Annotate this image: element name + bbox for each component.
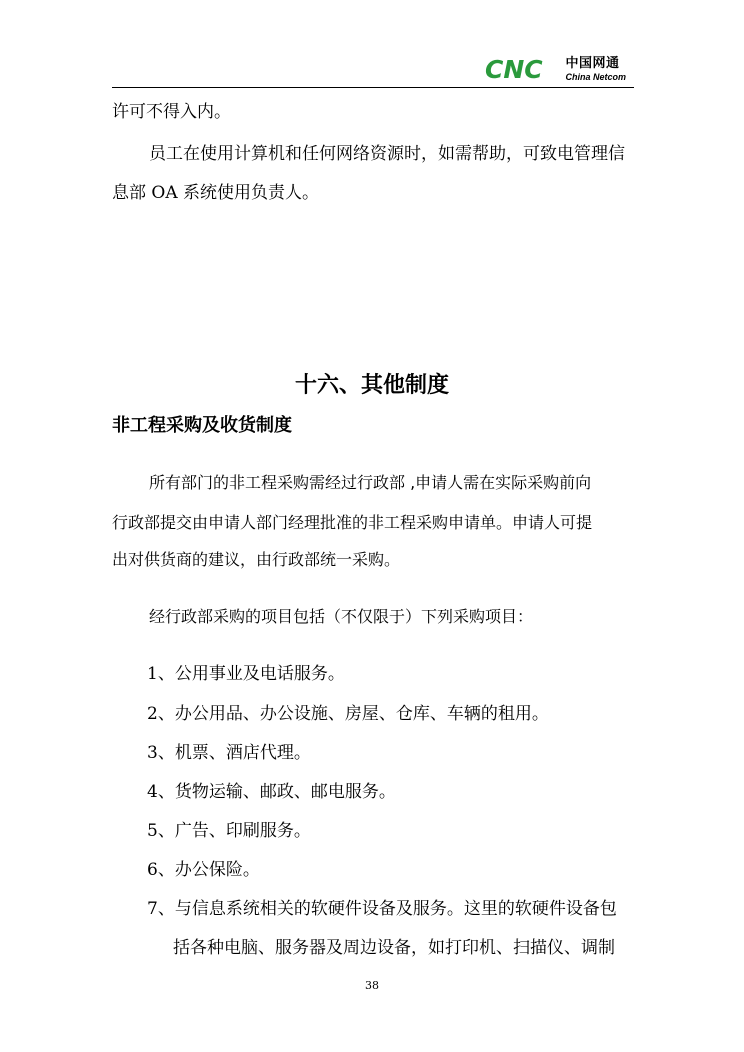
logo-mark-text: CNC — [485, 55, 544, 83]
list-item: 7、与信息系统相关的软硬件设备及服务。这里的软硬件设备包 — [147, 899, 617, 919]
logo-chinese-name: 中国网通 — [565, 55, 620, 71]
logo-english-name: China Netcom — [565, 71, 626, 82]
page-number: 38 — [365, 979, 379, 992]
paragraph-line: 出对供货商的建议，由行政部统一采购。 — [112, 550, 401, 569]
list-item: 2、办公用品、办公设施、房屋、仓库、车辆的租用。 — [147, 704, 549, 724]
cnc-logo — [485, 54, 626, 84]
paragraph-line: 息部 OA 系统使用负责人。 — [112, 183, 320, 203]
cnc-logo-icon — [485, 55, 559, 83]
list-item: 1、公用事业及电话服务。 — [147, 664, 345, 684]
list-item-continuation: 括各种电脑、服务器及周边设备，如打印机、扫描仪、调制 — [173, 938, 615, 958]
paragraph-line: 员工在使用计算机和任何网络资源时，如需帮助，可致电管理信 — [149, 144, 625, 164]
list-item: 4、货物运输、邮政、邮电服务。 — [147, 782, 396, 802]
page-header — [112, 48, 634, 88]
paragraph-line: 行政部提交由申请人部门经理批准的非工程采购申请单。申请人可提 — [112, 513, 593, 532]
list-item: 5、广告、印刷服务。 — [147, 821, 311, 841]
paragraph-line: 经行政部采购的项目包括（不仅限于）下列采购项目： — [149, 607, 534, 626]
section-title: 十六、其他制度 — [294, 373, 449, 398]
paragraph-line: 许可不得入内。 — [112, 102, 231, 122]
subsection-title: 非工程采购及收货制度 — [112, 415, 292, 436]
logo-text — [565, 57, 626, 82]
paragraph-line: 所有部门的非工程采购需经过行政部 ,申请人需在实际采购前向 — [149, 473, 592, 492]
header-rule — [112, 87, 634, 88]
list-item: 6、办公保险。 — [147, 860, 260, 880]
list-item: 3、机票、酒店代理。 — [147, 743, 311, 763]
